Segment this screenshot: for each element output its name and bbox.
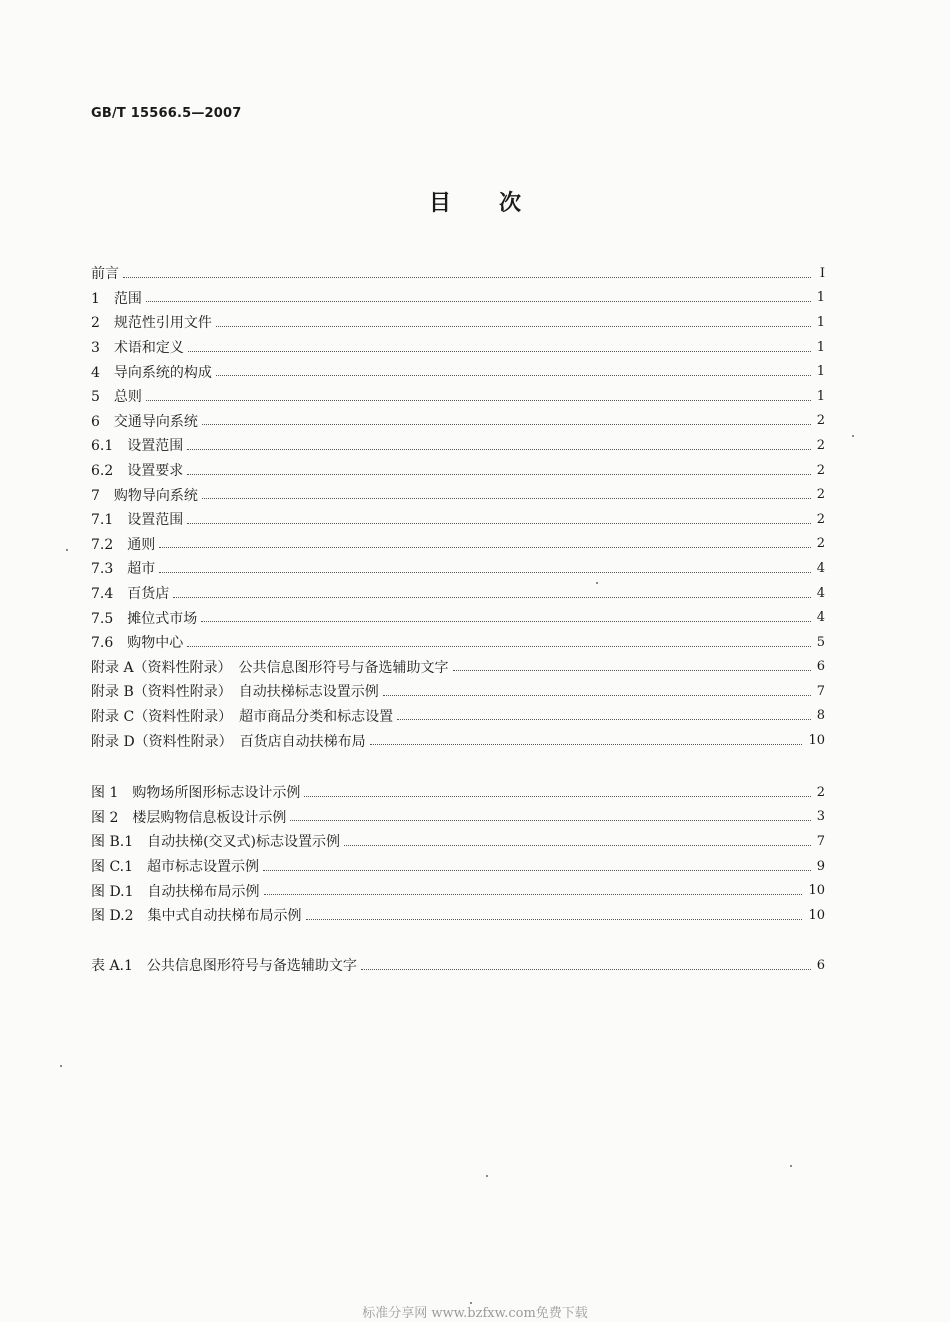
toc-entry[interactable] <box>91 532 825 557</box>
toc-entry-label: 7.6 购物中心 <box>91 635 184 652</box>
toc-entry-page: 7 <box>816 833 825 849</box>
toc-entry-page: 2 <box>816 487 825 503</box>
toc-tables-list <box>91 953 825 978</box>
toc-entry-label: 7.4 百货店 <box>91 586 170 603</box>
toc-entry[interactable] <box>91 556 825 581</box>
toc-entry[interactable] <box>91 605 825 630</box>
toc-entry-page: 2 <box>816 413 825 429</box>
dot-leader <box>146 301 811 302</box>
toc-entry[interactable] <box>91 728 825 753</box>
toc-entry[interactable] <box>91 335 825 360</box>
toc-entry-label: 7.1 设置范围 <box>91 512 184 529</box>
toc-entry-label: 图 B.1 自动扶梯(交叉式)标志设置示例 <box>91 834 341 851</box>
toc-entry-page: 3 <box>816 809 825 825</box>
dot-leader <box>123 277 811 278</box>
dot-leader <box>159 572 810 573</box>
dot-leader <box>159 547 810 548</box>
toc-entry-label: 图 2 楼层购物信息板设计示例 <box>91 809 287 826</box>
toc-entry-label: 2 规范性引用文件 <box>91 315 212 332</box>
dot-leader <box>361 969 811 970</box>
toc-entry-page: 4 <box>816 585 825 601</box>
toc-entry-label: 附录 B（资料性附录） 自动扶梯标志设置示例 <box>91 684 379 701</box>
toc-entry-label: 表 A.1 公共信息图形符号与备选辅助文字 <box>91 958 357 975</box>
dot-leader <box>397 719 811 720</box>
toc-entry-label: 7 购物导向系统 <box>91 487 198 504</box>
toc-entry-label: 6.1 设置范围 <box>91 438 184 455</box>
toc-entry[interactable] <box>91 903 825 928</box>
toc-entry[interactable] <box>91 805 825 830</box>
scan-speck <box>790 1165 792 1167</box>
dot-leader <box>146 400 811 401</box>
toc-entry-label: 7.3 超市 <box>91 561 156 578</box>
toc-entry-label: 3 术语和定义 <box>91 340 184 357</box>
toc-entry-label: 7.2 通则 <box>91 536 156 553</box>
toc-entry[interactable] <box>91 482 825 507</box>
dot-leader <box>188 351 811 352</box>
scan-speck <box>470 1302 472 1304</box>
toc-entry-page: 10 <box>808 907 825 923</box>
toc-entry[interactable] <box>91 458 825 483</box>
toc-entry-label: 图 1 购物场所图形标志设计示例 <box>91 785 301 802</box>
toc-entry-page: 10 <box>808 883 825 899</box>
toc-entry[interactable] <box>91 261 825 286</box>
toc-entry-page: 4 <box>816 560 825 576</box>
scan-speck <box>60 1065 62 1067</box>
toc-entry-label: 附录 C（资料性附录） 超市商品分类和标志设置 <box>91 708 394 725</box>
toc-entry-page: 8 <box>816 708 825 724</box>
toc-entry-label: 附录 A（资料性附录） 公共信息图形符号与备选辅助文字 <box>91 659 449 676</box>
toc-entry-label: 7.5 摊位式市场 <box>91 610 198 627</box>
toc-entry[interactable] <box>91 953 825 978</box>
title-char-1: 目 <box>428 191 451 216</box>
toc-entry-page: 1 <box>816 364 825 380</box>
toc-entry-label: 图 C.1 超市标志设置示例 <box>91 859 260 876</box>
toc-entry-page: 4 <box>816 610 825 626</box>
toc-entry-page: I <box>819 265 825 281</box>
footer-watermark: 标准分享网 www.bzfxw.com免费下载 <box>362 1306 588 1321</box>
toc-sections-list <box>91 261 825 753</box>
toc-entry[interactable] <box>91 286 825 311</box>
dot-leader <box>216 326 811 327</box>
dot-leader <box>216 375 811 376</box>
toc-entry[interactable] <box>91 679 825 704</box>
toc-entry-label: 6 交通导向系统 <box>91 413 198 430</box>
toc-entry[interactable] <box>91 310 825 335</box>
toc-entry-label: 5 总则 <box>91 389 142 406</box>
toc-entry-page: 1 <box>816 339 825 355</box>
toc-entry-label: 图 D.1 自动扶梯布局示例 <box>91 883 260 900</box>
dot-leader <box>187 523 810 524</box>
toc-entry[interactable] <box>91 655 825 680</box>
toc-entry[interactable] <box>91 829 825 854</box>
toc-entry-page: 1 <box>816 388 825 404</box>
dot-leader <box>201 621 810 622</box>
toc-figures-list <box>91 780 825 928</box>
dot-leader <box>264 894 803 895</box>
dot-leader <box>263 870 811 871</box>
toc-entry[interactable] <box>91 507 825 532</box>
title-char-2: 次 <box>499 191 522 216</box>
toc-entry-label: 图 D.2 集中式自动扶梯布局示例 <box>91 908 302 925</box>
toc-entry-page: 6 <box>816 957 825 973</box>
toc-entry-page: 1 <box>816 314 825 330</box>
toc-entry-label: 附录 D（资料性附录） 百货店自动扶梯布局 <box>91 733 366 750</box>
toc-entry-page: 10 <box>808 733 825 749</box>
toc-entry-page: 2 <box>816 536 825 552</box>
dot-leader <box>173 597 810 598</box>
toc-entry[interactable] <box>91 581 825 606</box>
toc-entry-page: 5 <box>816 634 825 650</box>
toc-entry-page: 9 <box>816 858 825 874</box>
dot-leader <box>453 670 811 671</box>
page-title <box>0 186 950 217</box>
toc-entry-page: 1 <box>816 290 825 306</box>
toc-entry[interactable] <box>91 878 825 903</box>
dot-leader <box>304 796 810 797</box>
toc-entry-page: 2 <box>816 462 825 478</box>
dot-leader <box>202 498 811 499</box>
dot-leader <box>370 744 803 745</box>
scan-speck <box>596 582 598 584</box>
toc-entry[interactable] <box>91 854 825 879</box>
scan-speck <box>852 435 854 437</box>
toc-entry[interactable] <box>91 704 825 729</box>
dot-leader <box>290 820 810 821</box>
dot-leader <box>383 695 811 696</box>
toc-entry[interactable] <box>91 384 825 409</box>
standard-code: GB/T 15566.5—2007 <box>91 106 242 121</box>
toc-entry[interactable] <box>91 630 825 655</box>
toc-entry-page: 7 <box>816 683 825 699</box>
toc-entry-label: 6.2 设置要求 <box>91 463 184 480</box>
toc-entry-page: 2 <box>816 784 825 800</box>
toc-entry-page: 2 <box>816 511 825 527</box>
toc-entry-page: 6 <box>816 659 825 675</box>
toc-entry-label: 4 导向系统的构成 <box>91 364 212 381</box>
scan-speck <box>66 549 68 551</box>
toc-entry-label: 前言 <box>91 266 119 283</box>
dot-leader <box>187 474 810 475</box>
toc-entry[interactable] <box>91 359 825 384</box>
toc-entry[interactable] <box>91 780 825 805</box>
toc-entry-label: 1 范围 <box>91 290 142 307</box>
dot-leader <box>344 845 811 846</box>
toc-entry-page: 2 <box>816 437 825 453</box>
dot-leader <box>187 646 810 647</box>
toc-entry[interactable] <box>91 409 825 434</box>
toc-entry[interactable] <box>91 433 825 458</box>
dot-leader <box>187 449 810 450</box>
dot-leader <box>306 919 803 920</box>
dot-leader <box>202 424 811 425</box>
scan-speck <box>486 1175 488 1177</box>
